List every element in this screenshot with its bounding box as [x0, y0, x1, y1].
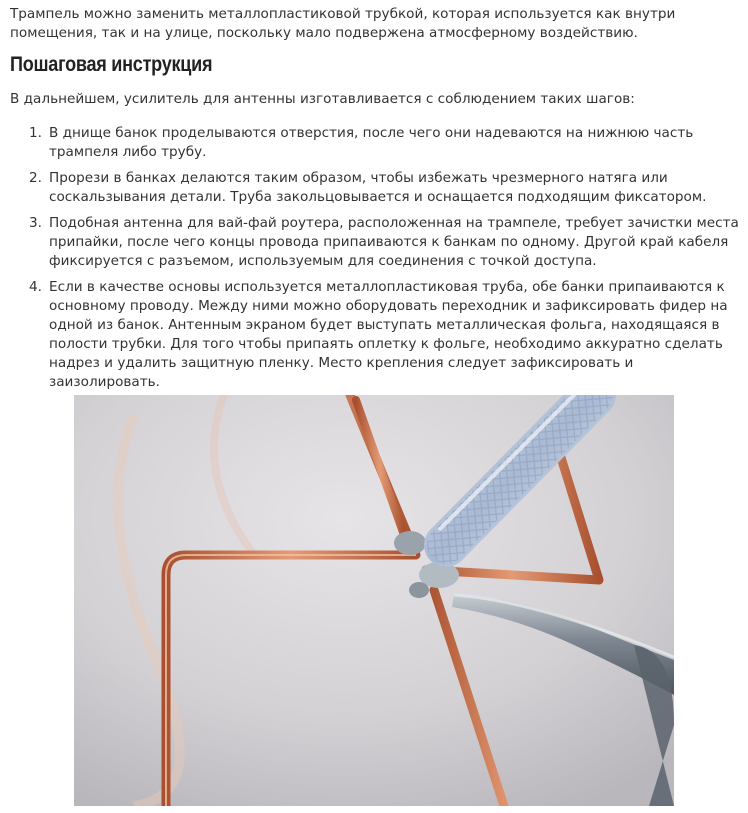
- step-item: [29, 214, 739, 271]
- step-item: [29, 278, 739, 392]
- solder-joint: [394, 531, 426, 555]
- step-text: В днище банок проделываются отверстия, после чего они надеваются на нижнюю часть трампеля либо трубу.: [49, 125, 694, 160]
- step-text: Прорези в банках делаются таким образом, чтобы избежать чрезмерного натяга или соскальзывания детали. Труба закольцовывается и оснащается подходящим фиксатором.: [49, 170, 707, 205]
- step-number: 3.: [29, 215, 42, 231]
- step-item: [29, 169, 739, 207]
- step-number: 2.: [29, 170, 42, 186]
- step-item: [29, 124, 739, 162]
- steps-list: [29, 124, 739, 399]
- lead-paragraph: В дальнейшем, усилитель для антенны изготавливается с соблюдением таких шагов:: [10, 91, 635, 107]
- section-heading: Пошаговая инструкция: [10, 53, 213, 76]
- step-text: Если в качестве основы используется металлопластиковая труба, обе банки припаиваются к основному проводу. Между ними можно оборудовать переходник и зафиксировать фидер на одной из банок. Антенным экраном будет выступать металлическая фольга, находящаяся в полости трубки. Для того чтобы припаять оплетку к фольге, необходимо аккуратно сделать надрез и удалить защитную пленку. Место крепления следует зафиксировать и заизолировать.: [49, 279, 728, 390]
- intro-paragraph: Трампель можно заменить металлопластиковой трубкой, которая используется как внутри помещения, так и на улице, поскольку мало подвержена атмосферному воздействию.: [10, 6, 676, 41]
- solder-joint: [409, 582, 429, 598]
- step-number: 1.: [29, 125, 42, 141]
- step-text: Подобная антенна для вай-фай роутера, расположенная на трампеле, требует зачистки места припайки, после чего концы провода припаиваются к банкам по одному. Другой край кабеля фиксируется с разъемом, используемым для соединения с точкой доступа.: [49, 215, 739, 269]
- antenna-photo: [74, 395, 674, 806]
- step-number: 4.: [29, 279, 42, 295]
